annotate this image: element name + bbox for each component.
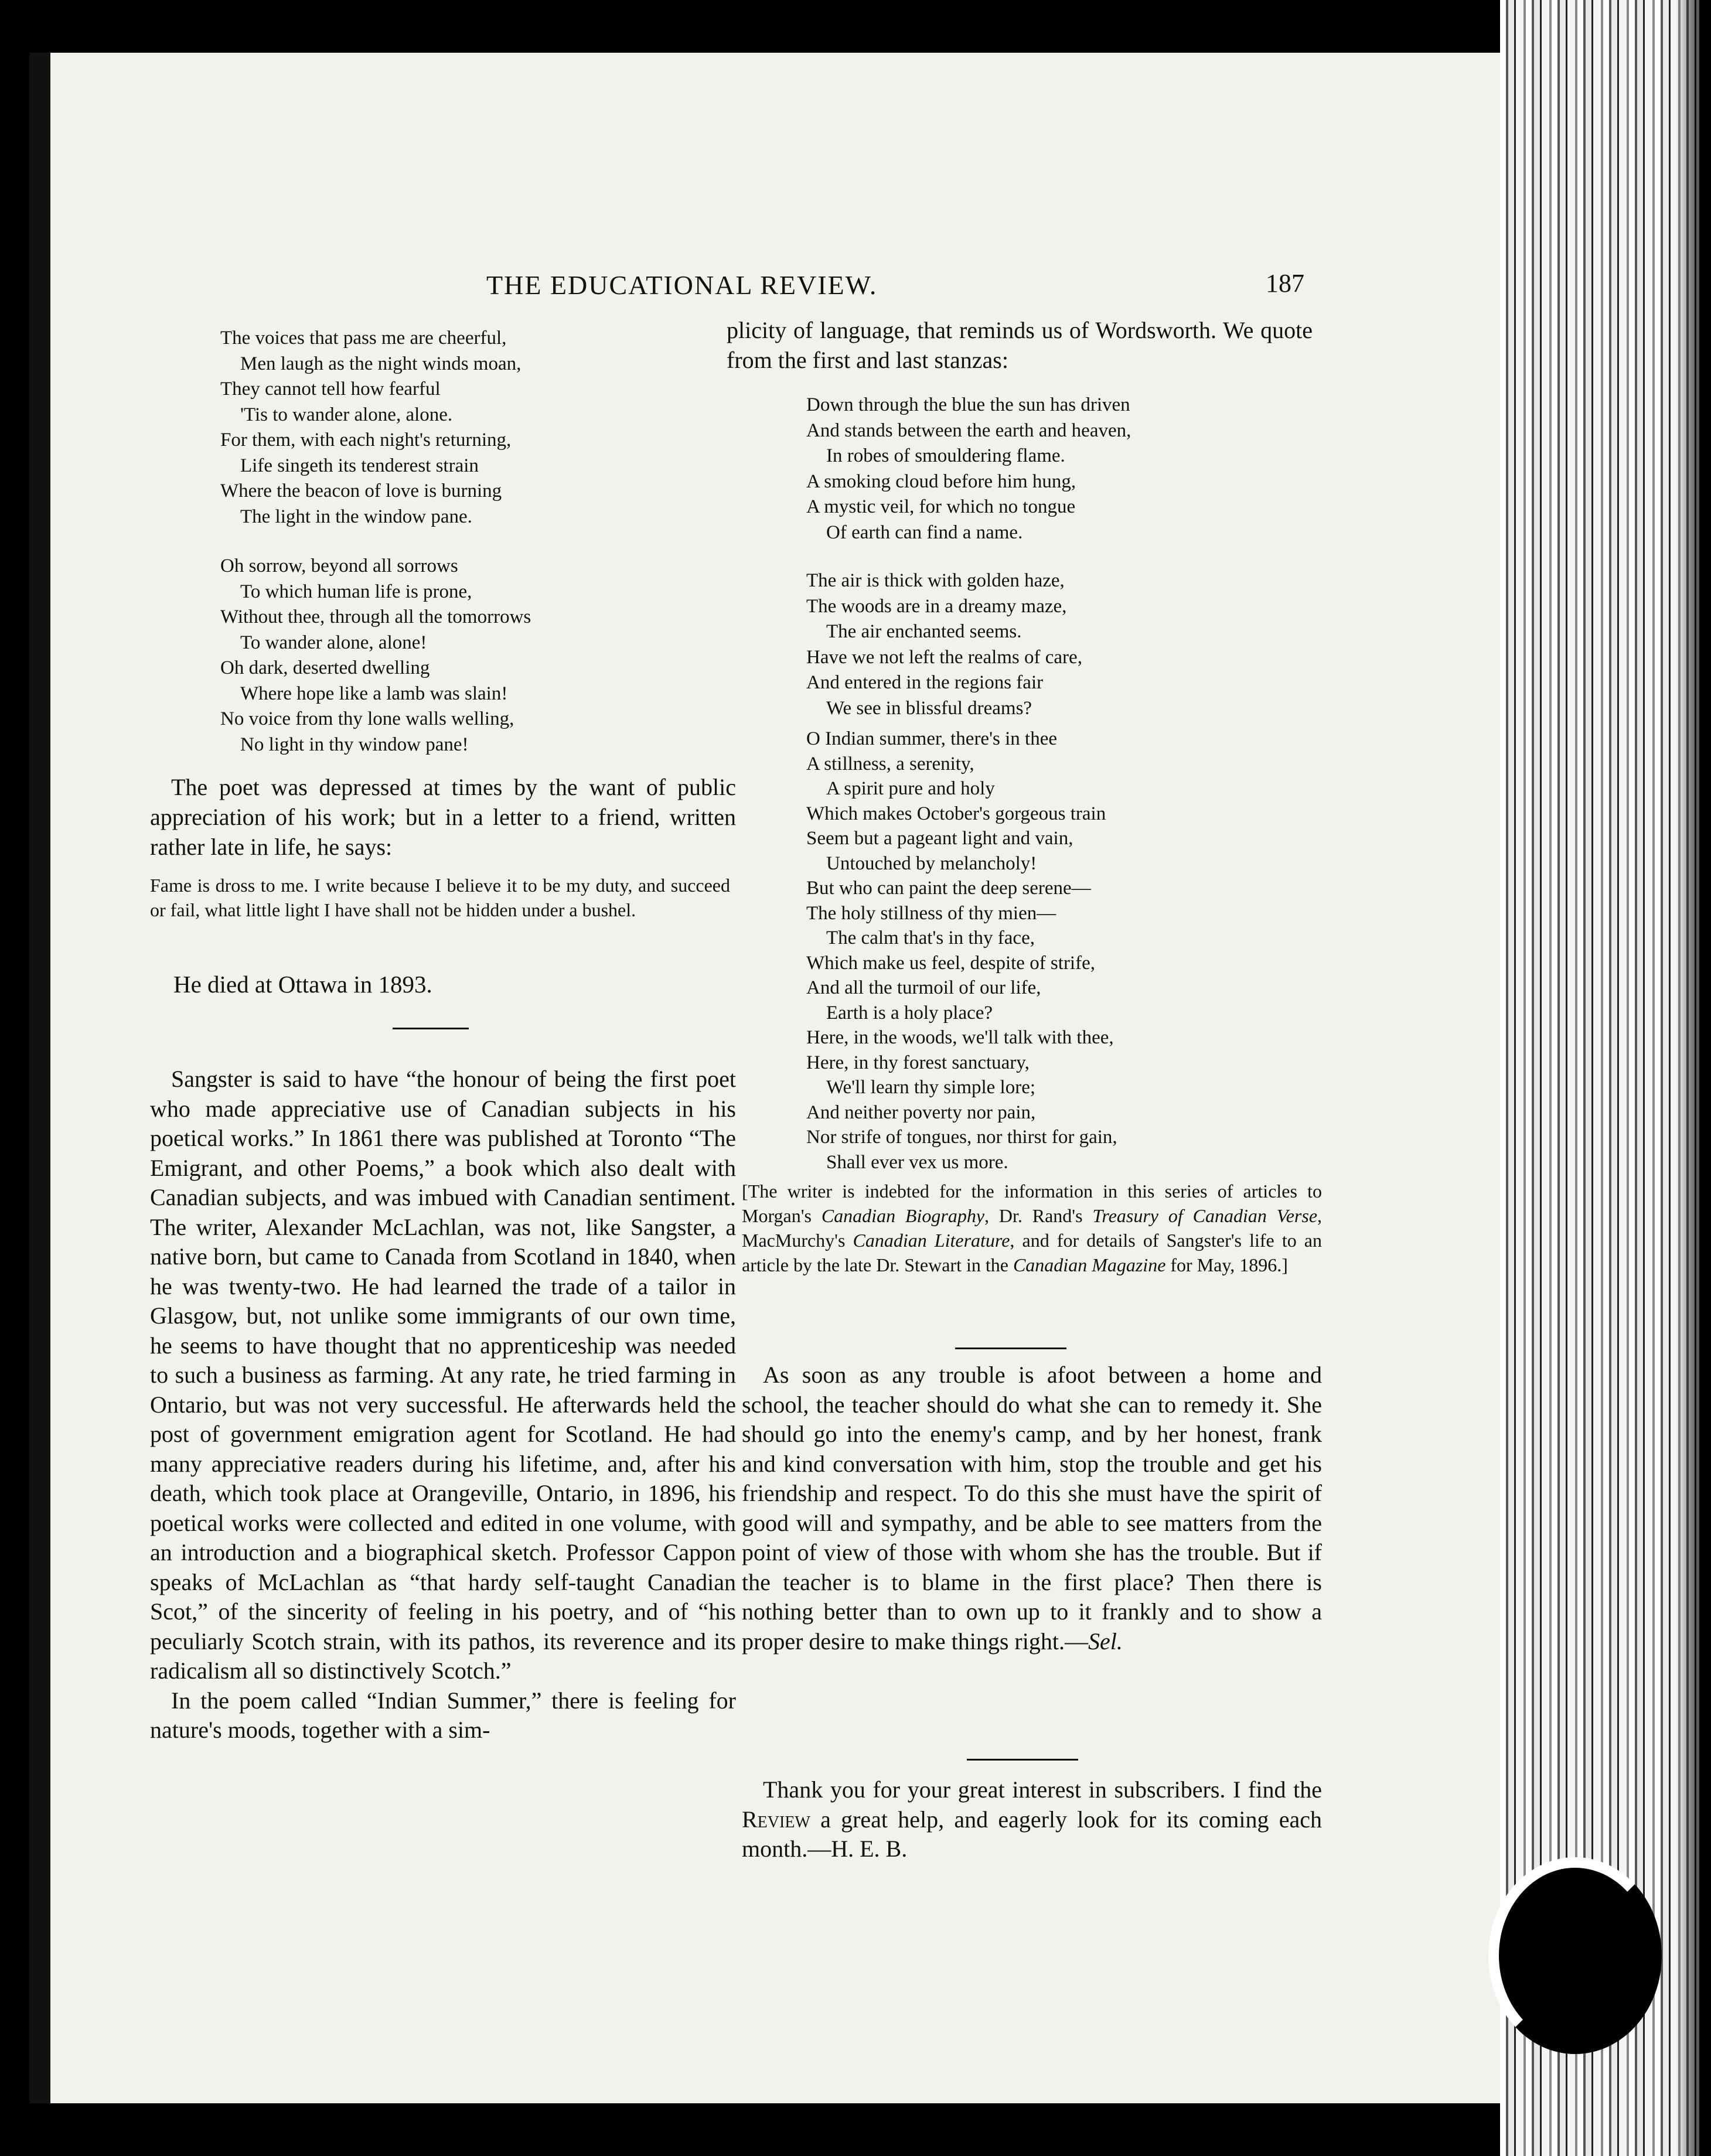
poem-line: Earth is a holy place? bbox=[826, 1002, 993, 1024]
poem-line: They cannot tell how fearful bbox=[220, 378, 441, 400]
poem-line: Have we not left the realms of care, bbox=[806, 646, 1082, 668]
poem-stanza-right-2 bbox=[806, 568, 1082, 721]
book-page-edges bbox=[1500, 0, 1699, 2156]
poem-line: To which human life is prone, bbox=[240, 581, 472, 602]
poem-line: Of earth can find a name. bbox=[826, 521, 1023, 543]
poem-line: Where the beacon of love is burning bbox=[220, 480, 502, 502]
poem-stanza-left-1 bbox=[220, 326, 521, 530]
note-title: Treasury of Canadian Verse bbox=[1092, 1205, 1318, 1226]
paragraph-text: Sangster is said to have “the honour of being the first poet who made appreciative use of Canadian subjects in his poetical works.” In 1861 there was published at Toronto “The Emigrant, and other Poems,” a book which also dealt with Canadian subjects, and was imbued with Canadian sentiment. The writer, Alexander McLachlan, was not, like Sangster, a native born, but came to Canada from Scotland in 1840, when he was twenty-two. He had learned the trade of a tailor in Glasgow, but, not unlike some immigrants of our own time, he seems to have thought that no apprenticeship was needed to such a business as farming. At any rate, he tried farming in Ontario, but was not very successful. He afterwards held the post of government emigration agent for Scotland. He had many appreciative readers during his lifetime, and, after his death, which took place at Orangeville, Ontario, in 1896, his poetical works were collected and edited in one volume, with an introduction and a biographical sketch. Professor Cappon speaks of McLachlan as “that hardy self-taught Canadian Scot,” of the sincerity of feeling in his poetry, and of “his peculiarly Scotch strain, with its pathos, its reverence and its radicalism all so distinctively Scotch.” bbox=[150, 1066, 736, 1684]
note-title: Canadian Literature bbox=[853, 1230, 1010, 1251]
poem-line: The air enchanted seems. bbox=[826, 621, 1022, 642]
poem-line: And neither poverty nor pain, bbox=[806, 1101, 1036, 1123]
thanks-text: a great help, and eagerly look for its coming each month.—H. E. B. bbox=[742, 1806, 1322, 1862]
poem-line: No voice from thy lone walls welling, bbox=[220, 708, 514, 729]
poem-line: No light in thy window pane! bbox=[240, 734, 469, 755]
note-title: Canadian Biography bbox=[821, 1205, 985, 1226]
poem-line: Seem but a pageant light and vain, bbox=[806, 828, 1073, 849]
poem-line: A stillness, a serenity, bbox=[806, 753, 974, 775]
note-text: [The writer is indebted for the information in this series of articles to Morgan's bbox=[742, 1181, 1322, 1226]
paragraph-body: As soon as any trouble is afoot between a home and school, the teacher should do what she can to remedy it. She should go into the enemy's camp, and by her honest, frank and kind conversation with him, stop the trouble and get his friendship and respect. To do this she must have the spirit of good will and sympathy, and be able to see matters from the point of view of those with whom she has the trouble. But if the teacher is to blame in the first place? Then there is nothing better than to own up to it frankly and to show a proper desire to make things right.— bbox=[742, 1362, 1322, 1654]
poem-line: Men laugh as the night winds moan, bbox=[240, 353, 522, 374]
poem-line: And stands between the earth and heaven, bbox=[806, 419, 1131, 441]
poem-line: The voices that pass me are cheerful, bbox=[220, 328, 507, 349]
poem-line: Oh sorrow, beyond all sorrows bbox=[220, 555, 458, 576]
poem-line: 'Tis to wander alone, alone. bbox=[240, 404, 453, 425]
note-title: Canadian Magazine bbox=[1013, 1254, 1166, 1275]
poem-line: The air is thick with golden haze, bbox=[806, 570, 1065, 591]
poem-line: The woods are in a dreamy maze, bbox=[806, 595, 1067, 617]
poem-line: Here, in thy forest sanctuary, bbox=[806, 1052, 1030, 1073]
poem-line: And entered in the regions fair bbox=[806, 672, 1044, 693]
paragraph-text: In the poem called “Indian Summer,” there is feeling for nature's moods, together with a sim- bbox=[150, 1687, 736, 1743]
poem-line: The calm that's in thy face, bbox=[826, 927, 1035, 949]
poem-line: Oh dark, deserted dwelling bbox=[220, 657, 430, 678]
paragraph-text: The poet was depressed at times by the want of public appreciation of his work; but in a letter to a friend, written rather late in life, he says: bbox=[150, 774, 736, 860]
section-divider bbox=[393, 1028, 469, 1029]
poem-line: Life singeth its tenderest strain bbox=[240, 455, 479, 476]
thanks-text: Thank you for your great interest in subscribers. I find the bbox=[763, 1776, 1322, 1803]
quote-fame bbox=[150, 873, 730, 922]
poem-line: Nor strife of tongues, nor thirst for gain, bbox=[806, 1127, 1117, 1148]
page-number: 187 bbox=[1266, 269, 1304, 298]
poem-line: For them, with each night's returning, bbox=[220, 429, 512, 451]
paragraph-sangster bbox=[150, 1065, 736, 1745]
poem-line: Here, in the woods, we'll talk with thee, bbox=[806, 1027, 1114, 1048]
source-abbrev: Sel. bbox=[1088, 1628, 1123, 1654]
poem-line: A smoking cloud before him hung, bbox=[806, 470, 1076, 492]
poem-line: Shall ever vex us more. bbox=[826, 1151, 1008, 1173]
poem-line: The holy stillness of thy mien— bbox=[806, 902, 1056, 924]
poem-line: A mystic veil, for which no tongue bbox=[806, 496, 1076, 517]
paragraph-text bbox=[742, 1360, 1322, 1656]
poem-line: A spirit pure and holy bbox=[826, 778, 995, 799]
section-divider bbox=[967, 1759, 1078, 1761]
poem-line: And all the turmoil of our life, bbox=[806, 977, 1041, 998]
paragraph-poet bbox=[150, 772, 736, 862]
poem-line: O Indian summer, there's in thee bbox=[806, 728, 1058, 749]
poem-line: Down through the blue the sun has driven bbox=[806, 394, 1130, 415]
poem-line: Where hope like a lamb was slain! bbox=[240, 683, 508, 704]
poem-line: But who can paint the deep serene— bbox=[806, 878, 1091, 899]
quote-text: Fame is dross to me. I write because I believe it to be my duty, and succeed or fail, what little light I have shall not be hidden under a bushel. bbox=[150, 875, 730, 920]
paragraph-thanks bbox=[742, 1775, 1322, 1864]
poem-line: Untouched by melancholy! bbox=[826, 852, 1037, 874]
poem-stanza-right-1 bbox=[806, 393, 1131, 545]
note-text: , Dr. Rand's bbox=[984, 1205, 1093, 1226]
died-line bbox=[173, 970, 701, 999]
section-divider bbox=[955, 1348, 1066, 1349]
poem-line: We see in blissful dreams? bbox=[826, 697, 1032, 719]
paragraph-text bbox=[742, 1775, 1322, 1864]
page-curl-highlight bbox=[1488, 1857, 1662, 2054]
poem-stanza-left-2 bbox=[220, 554, 531, 758]
poem-stanza-right-3 bbox=[806, 726, 1117, 1175]
paragraph-indian-summer-cont bbox=[727, 315, 1313, 375]
poem-line: The light in the window pane. bbox=[240, 506, 472, 527]
poem-line: To wander alone, alone! bbox=[240, 632, 427, 653]
scanned-page bbox=[29, 53, 1529, 2103]
note-text: , MacMurchy's bbox=[742, 1205, 1323, 1251]
note-text: for May, 1896.] bbox=[1165, 1254, 1288, 1275]
poem-line: We'll learn thy simple lore; bbox=[826, 1077, 1036, 1098]
review-name: Review bbox=[742, 1806, 810, 1833]
paragraph-trouble bbox=[742, 1360, 1322, 1656]
paragraph-text: plicity of language, that reminds us of Wordsworth. We quote from the first and last stanzas: bbox=[727, 317, 1313, 373]
died-text: He died at Ottawa in 1893. bbox=[173, 971, 432, 998]
note-text: , and for details of Sangster's life to an article by the late Dr. Stewart in the bbox=[742, 1230, 1323, 1275]
poem-line: Which make us feel, despite of strife, bbox=[806, 952, 1095, 974]
poem-line: Which makes October's gorgeous train bbox=[806, 803, 1106, 824]
gutter-shadow bbox=[29, 53, 50, 2103]
footnote-sources bbox=[742, 1179, 1322, 1277]
poem-line: Without thee, through all the tomorrows bbox=[220, 606, 531, 627]
running-header: THE EDUCATIONAL REVIEW. bbox=[486, 270, 878, 300]
poem-line: In robes of smouldering flame. bbox=[826, 445, 1065, 466]
frame-shadow bbox=[1676, 0, 1711, 2156]
